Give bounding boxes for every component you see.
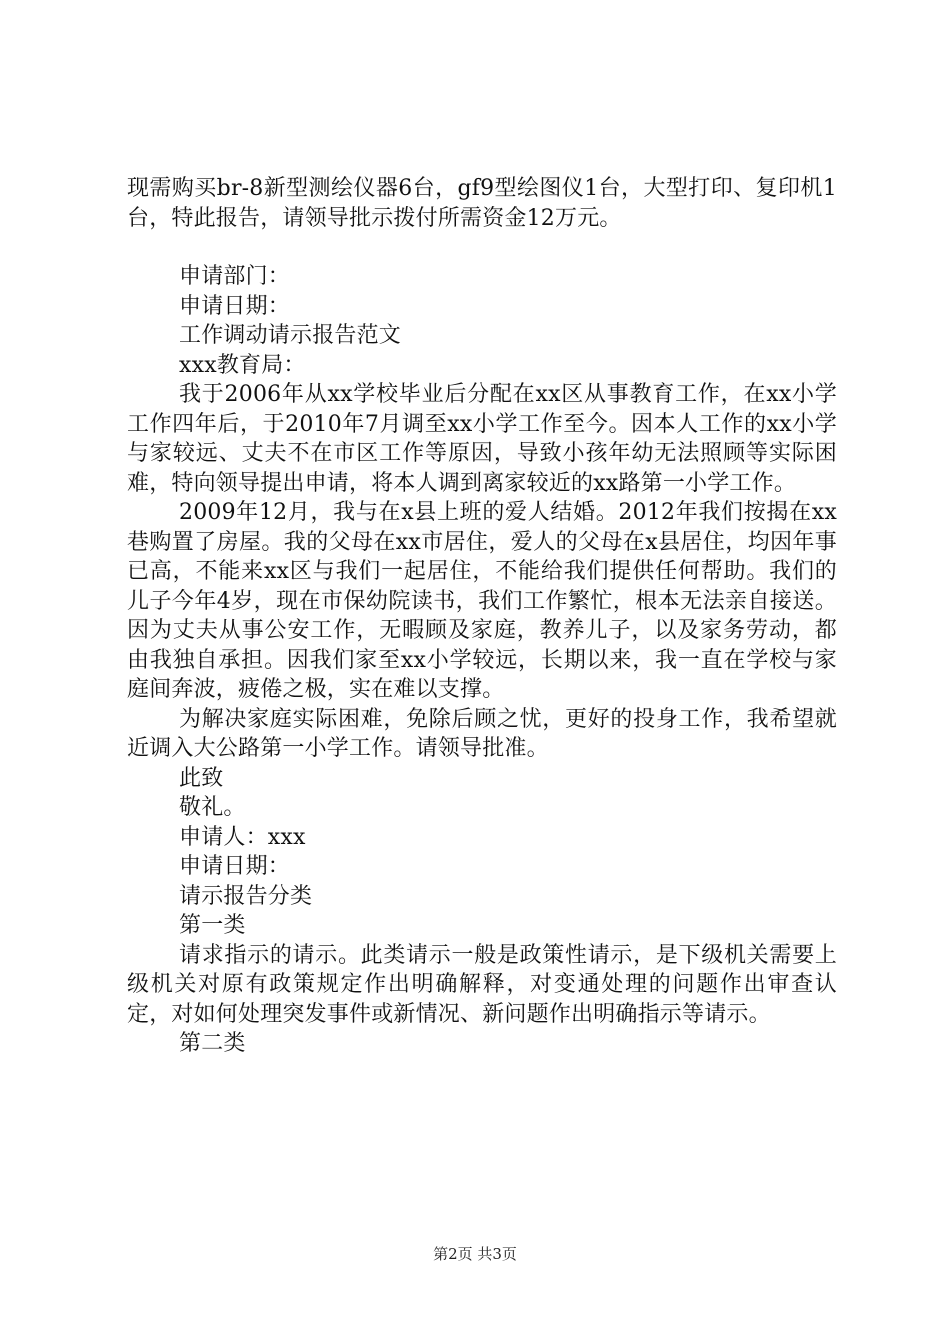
category-heading-second: 第二类 [179, 1031, 246, 1056]
page-number-footer: 第2页 共3页 [433, 1245, 517, 1263]
recipient-line: xxx教育局： [179, 352, 306, 378]
section-title-transfer-request: 工作调动请示报告范文 [179, 323, 402, 348]
paragraph-family-situation: 2009年12月，我与在x县上班的爱人结婚。2012年我们按揭在xx巷购置了房屋。我的父母在xx市居住，爱人的父母在x县居住，均因年事已高，不能来xx区与我们一起居住，不能给我们提供任何帮助。我们的儿子今年4岁，现在市保幼院读书，我们工作繁忙，根本无法亲自接送。因为丈夫从事公安工作，无暇顾及家庭，教养儿子，以及家务劳动，都由我独自承担。因我们家至xx小学较远，长期以来，我一直在学校与家庭间奔波，疲倦之极，实在难以支撑。 [127, 500, 837, 702]
closing-salutation: 此致 [179, 765, 224, 791]
paragraph-transfer-background: 我于2006年从xx学校毕业后分配在xx区从事教育工作，在xx小学工作四年后，于2010年7月调至xx小学工作至今。因本人工作的xx小学与家较远、丈夫不在市区工作等原因，导致小孩年幼无法照顾等实际困难，特向领导提出申请，将本人调到离家较近的xx路第一小学工作。 [127, 382, 837, 496]
application-date-line-2: 申请日期： [179, 854, 291, 879]
section-title-report-categories: 请示报告分类 [179, 883, 313, 909]
applicant-department-line: 申请部门： [179, 264, 291, 289]
paragraph-request-conclusion: 为解决家庭实际困难，免除后顾之忧，更好的投身工作，我希望就近调入大公路第一小学工作。请领导批准。 [127, 706, 837, 761]
closing-regards: 敬礼。 [179, 795, 246, 820]
application-date-line: 申请日期： [179, 293, 291, 319]
document-body [127, 174, 837, 1059]
paragraph-first-category: 请求指示的请示。此类请示一般是政策性请示，是下级机关需要上级机关对原有政策规定作出明确解释，对变通处理的问题作出审查认定，对如何处理突发事件或新情况、新问题作出明确指示等请示。 [127, 942, 837, 1027]
category-heading-first: 第一类 [179, 913, 246, 938]
applicant-line: 申请人：xxx [179, 824, 306, 850]
paragraph-purchase-request: 现需购买br-8新型测绘仪器6台，gf9型绘图仪1台，大型打印、复印机1台，特此报告，请领导批示拨付所需资金12万元。 [127, 176, 837, 231]
